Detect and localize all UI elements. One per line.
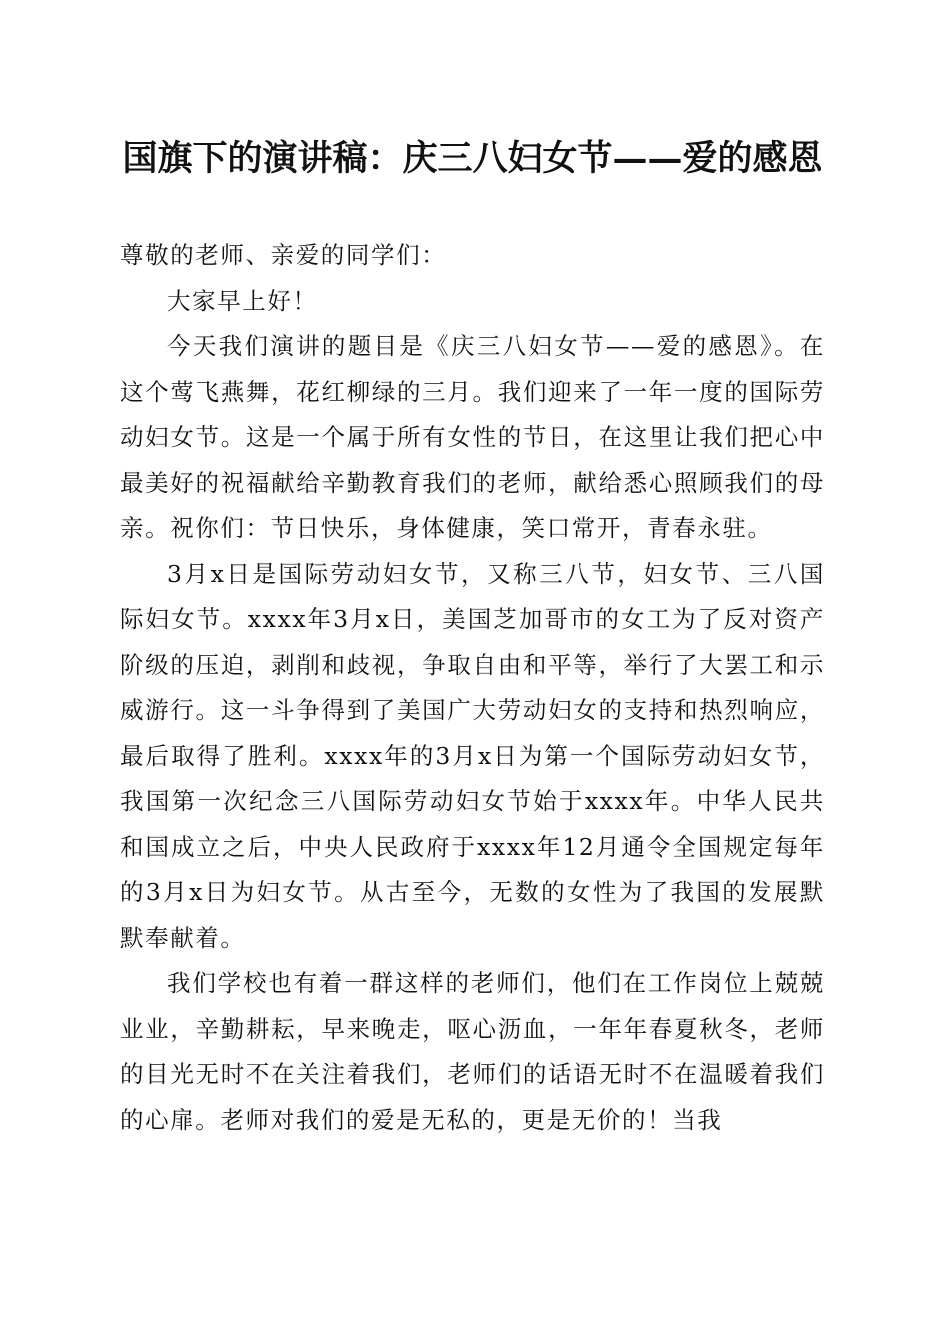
salutation: 尊敬的老师、亲爱的同学们： — [120, 241, 447, 269]
document-title: 国旗下的演讲稿：庆三八妇女节——爱的感恩 — [122, 138, 823, 179]
paragraph-teachers: 我们学校也有着一群这样的老师们，他们在工作岗位上兢兢业业，辛勤耕耘，早来晚走，呕心沥血，一年年春夏秋冬，老师的目光无时不在关注着我们，老师们的话语无时不在温暖着我们的心扉。老师对我们的爱是无私的，更是无价的！当我 — [120, 969, 825, 1134]
paragraph-intro: 今天我们演讲的题目是《庆三八妇女节——爱的感恩》。在这个莺飞燕舞，花红柳绿的三月。我们迎来了一年一度的国际劳动妇女节。这是一个属于所有女性的节日，在这里让我们把心中最美好的祝福献给辛勤教育我们的老师，献给悉心照顾我们的母亲。祝你们：节日快乐，身体健康，笑口常开，青春永驻。 — [120, 332, 825, 542]
paragraph-greeting: 大家早上好！ — [167, 286, 318, 315]
document-body — [120, 233, 825, 1143]
paragraph-history: 3月x日是国际劳动妇女节，又称三八节，妇女节、三八国际妇女节。xxxx年3月x日，美国芝加哥市的女工为了反对资产阶级的压迫，剥削和歧视，争取自由和平等，举行了大罢工和示威游行。这一斗争得到了美国广大劳动妇女的支持和热烈响应，最后取得了胜利。xxxx年的3月x日为第一个国际劳动妇女节，我国第一次纪念三八国际劳动妇女节始于xxxx年。中华人民共和国成立之后，中央人民政府于xxxx年12月通令全国规定每年的3月x日为妇女节。从古至今，无数的女性为了我国的发展默默奉献着。 — [120, 559, 825, 952]
